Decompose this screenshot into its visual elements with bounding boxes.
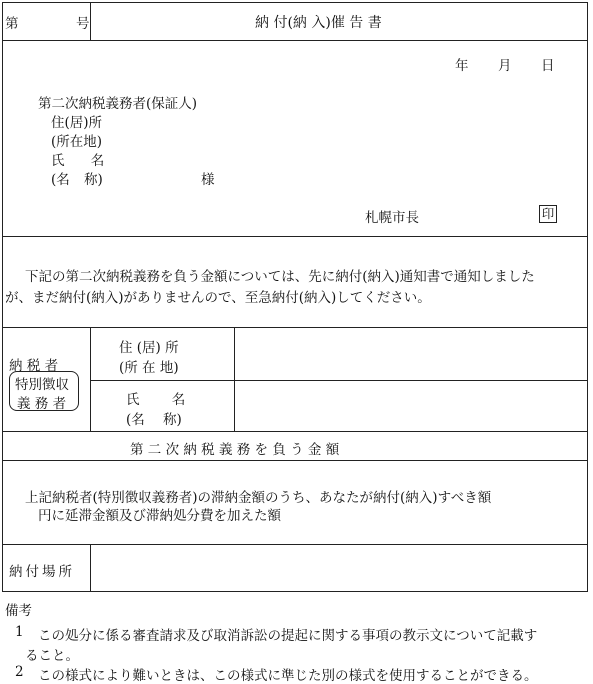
- addressee-location: (所在地): [51, 134, 103, 150]
- rule-header-split: [90, 2, 91, 40]
- taxpayer-label: 納 税 者: [9, 358, 59, 374]
- note-1-line-1: この処分に係る審査請求及び取消訴訟の提起に関する事項の教示文について記載す: [38, 628, 538, 644]
- note-2-number: 2: [15, 664, 24, 680]
- rule-taxpayer: [2, 431, 588, 432]
- document-title: 納 付(納 入)催 告 書: [255, 15, 382, 31]
- taxpayer-address-label: 住 (居) 所: [119, 340, 179, 356]
- body-line-2: が、まだ納付(納入)がありませんので、至急納付(納入)してください。: [5, 290, 431, 306]
- taxpayer-title-label: (名 称): [126, 412, 182, 428]
- amount-line-1: 上記納税者(特別徴収義務者)の滞納金額のうち、あなたが納付(納入)すべき額: [25, 490, 492, 506]
- rule-taxpayer-split1: [90, 327, 91, 431]
- addressee-role: 第二次納税義務者(保証人): [38, 96, 198, 112]
- note-1-line-2: ること。: [25, 648, 79, 664]
- date-year: 年: [455, 58, 469, 74]
- date-day: 日: [541, 58, 555, 74]
- payment-place-label: 納付場所: [9, 564, 75, 580]
- addressee-title: (名 称): [51, 172, 103, 188]
- document-number-prefix: 第: [5, 16, 19, 32]
- rule-taxpayer-split2: [234, 327, 235, 431]
- issuer-name: 札幌市長: [365, 210, 419, 226]
- note-2-text: この様式により難いときは、この様式に準じた別の様式を使用することができる。: [38, 668, 538, 684]
- note-1-number: 1: [15, 624, 24, 640]
- addressee-honorific: 様: [201, 172, 215, 188]
- body-line-1: 下記の第二次納税義務を負う金額については、先に納付(納入)通知書で通知しました: [25, 269, 535, 285]
- rule-taxpayer-mid: [90, 380, 588, 381]
- rule-header: [2, 40, 588, 41]
- special-collector-line-1: 特別徴収: [15, 377, 69, 393]
- addressee-name: 氏 名: [51, 153, 105, 169]
- rule-payment-split: [90, 544, 91, 592]
- date-month: 月: [498, 58, 512, 74]
- special-collector-line-2: 義 務 者: [17, 396, 67, 412]
- amount-header: 第 二 次 納 税 義 務 を 負 う 金 額: [130, 442, 340, 458]
- rule-addressee: [2, 236, 588, 237]
- seal-mark: 印: [539, 205, 557, 223]
- addressee-address: 住(居)所: [51, 115, 103, 131]
- document-number-suffix: 号: [76, 16, 90, 32]
- taxpayer-location-label: (所 在 地): [119, 360, 179, 376]
- rule-amount-header: [2, 460, 588, 461]
- notes-title: 備考: [5, 603, 32, 619]
- amount-line-2: 円に延滞金額及び滞納処分費を加えた額: [38, 508, 281, 524]
- taxpayer-name-label: 氏 名: [126, 392, 186, 408]
